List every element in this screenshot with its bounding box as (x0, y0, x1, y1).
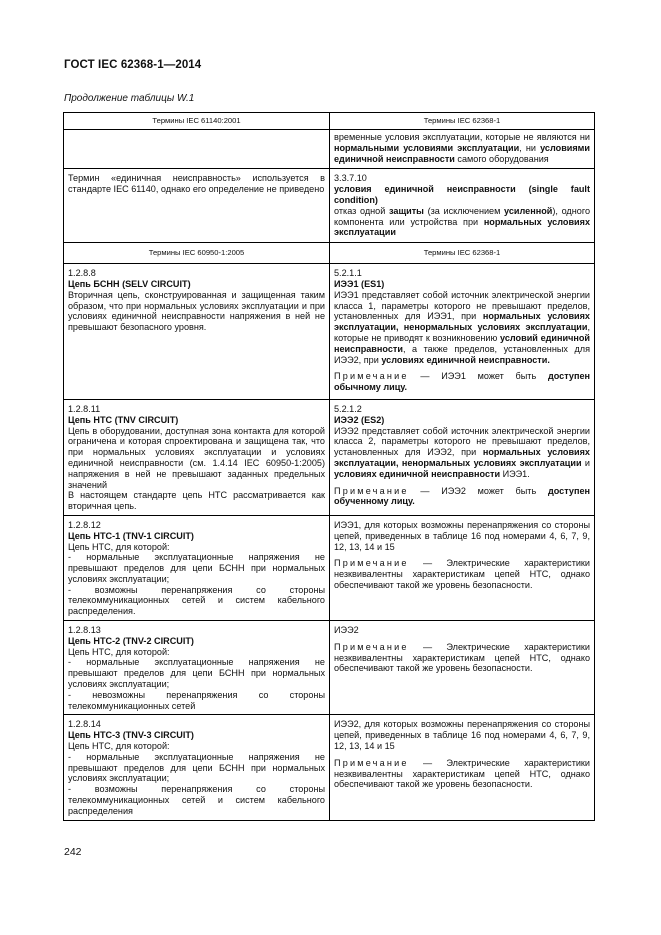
table-header-row (64, 243, 595, 264)
row3-left: 1.2.8.8 Цепь БСНН (SELV CIRCUIT) Вторичная цепь, сконструированная и защищенная таким образом, что при нормальных условиях эксплуатации и при условиях единичной неисправности напряжения в ней не превышают безопасного уровня. (64, 264, 330, 400)
row1-right: временные условия эксплуатации, которые не являются ни нормальными условиями эксплуатации, ни условиями единичной неисправности самого оборудования (330, 130, 595, 169)
row7-left: 1.2.8.14 Цепь НТС-3 (TNV-3 CIRCUIT) Цепь НТС, для которой: - нормальные эксплуатационные напряжения не превышают пределов для цепи БСНН при нормальных условиях эксплуатации; - возможны перенапряжения со стороны телекоммуникационных сетей и систем кабельного распределения (64, 715, 330, 820)
note: Примечание — Электрические характеристики незквивалентны характеристикам цепей НТС, однако обеспечивают такой же уровень безопасности. (334, 558, 590, 590)
table-row (64, 715, 595, 820)
row4-left: 1.2.8.11 Цепь НТС (TNV CIRCUIT) Цепь в оборудовании, доступная зона контакта для которой ограничена и которая спроектирована и защищена так, что при нормальных условиях эксплуатации и условиях единичной неисправности (см. 1.4.14 IEC 60950-1:2005) напряжения в ней не превышают заданных предельных значений В настоящем стандарте цепь НТС рассматривается как вторичная цепь. (64, 399, 330, 515)
row6-right: ИЭЭ2 Примечание — Электрические характеристики незквивалентны характеристикам цепей НТС, однако обеспечивают такой же уровень безопасности. (330, 621, 595, 715)
table-row (64, 515, 595, 620)
table-header-row (64, 113, 595, 130)
table-row (64, 399, 595, 515)
header-right: Термины IEC 62368-1 (330, 113, 595, 130)
row5-right: ИЭЭ1, для которых возможны перенапряжения со стороны цепей, приведенных в таблице 16 под номерами 4, 6, 7, 9, 12, 13, 14 и 15 Примечание — Электрические характеристики незквивалентны характеристикам цепей НТС, однако обеспечивают такой же уровень безопасности. (330, 515, 595, 620)
row1-left (64, 130, 330, 169)
note: Примечание — Электрические характеристики незквивалентны характеристикам цепей НТС, однако обеспечивают такой же уровень безопасности. (334, 641, 590, 674)
note: Примечание — ИЭЭ1 может быть доступен обычному лицу. (334, 371, 590, 393)
table-row (64, 169, 595, 243)
row4-right: 5.2.1.2 ИЭЭ2 (ES2) ИЭЭ2 представляет собой источник электрической энергии класса 2, параметры которого не превышают пределов, установленных для ИЭЭ2, при нормальных условиях эксплуатации, ненормальных условиях эксплуатации и условиях единичной неисправности ИЭЭ1. Примечание — ИЭЭ2 может быть доступен обученному лицу. (330, 399, 595, 515)
header2-right: Термины IEC 62368-1 (330, 243, 595, 264)
row7-right: ИЭЭ2, для которых возможны перенапряжения со стороны цепей, приведенных в таблице 16 под номерами 4, 6, 7, 9, 12, 13, 14 и 15 Примечание — Электрические характеристики незквивалентны характеристикам цепей НТС, однако обеспечивают такой же уровень безопасности. (330, 715, 595, 820)
row2-left: Термин «единичная неисправность» используется в стандарте IEC 61140, однако его определение не приведено (64, 169, 330, 243)
row3-right: 5.2.1.1 ИЭЭ1 (ES1) ИЭЭ1 представляет собой источник электрической энергии класса 1, параметры которого не превышают пределов, установленных для ИЭЭ1, при нормальных условиях эксплуатации, ненормальных условиях эксплуатации, которые не приводят к возникновению условий единичной неисправности, а также пределов, установленных для ИЭЭ2, при условиях единичной неисправности. Примечание — ИЭЭ1 может быть доступен обычному лицу. (330, 264, 595, 400)
terms-table (63, 112, 595, 821)
page-number: 242 (64, 846, 82, 858)
header-left: Термины IEC 61140:2001 (64, 113, 330, 130)
note: Примечание — ИЭЭ2 может быть доступен обученному лицу. (334, 485, 590, 507)
row5-left: 1.2.8.12 Цепь НТС-1 (TNV-1 CIRCUIT) Цепь НТС, для которой: - нормальные эксплуатационные напряжения не превышают пределов для цепи БСНН при нормальных условиях эксплуатации; - возможны перенапряжения со стороны телекоммуникационных сетей и систем кабельного распределения. (64, 515, 330, 620)
header2-left: Термины IEC 60950-1:2005 (64, 243, 330, 264)
note: Примечание — Электрические характеристики незквивалентны характеристикам цепей НТС, однако обеспечивают такой же уровень безопасности. (334, 757, 590, 790)
table-row (64, 264, 595, 400)
row2-right: 3.3.7.10 условия единичной неисправности (single fault condition) отказ одной защиты (за исключением усиленной), одного компонента или устройства при нормальных условиях эксплуатации (330, 169, 595, 243)
table-caption: Продолжение таблицы W.1 (64, 93, 195, 104)
table-row (64, 130, 595, 169)
document-title: ГОСТ IEC 62368-1—2014 (64, 59, 202, 71)
row6-left: 1.2.8.13 Цепь НТС-2 (TNV-2 CIRCUIT) Цепь НТС, для которой: - нормальные эксплуатационные напряжения не превышают пределов для цепи БСНН при нормальных условиях эксплуатации; - невозможны перенапряжения со стороны телекоммуникационных сетей (64, 621, 330, 715)
table-row (64, 621, 595, 715)
